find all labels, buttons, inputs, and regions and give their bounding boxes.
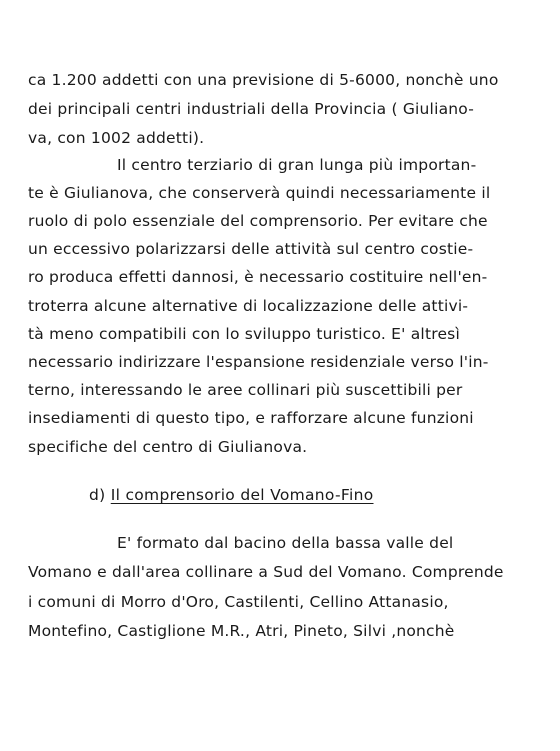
text-line: specifiche del centro di Giulianova.: [28, 438, 308, 456]
text-line: terno, interessando le aree collinari più suscettibili per: [28, 381, 463, 399]
text-line: troterra alcune alternative di localizzazione delle attivi-: [28, 297, 469, 315]
text-line: un eccessivo polarizzarsi delle attività sul centro costie-: [28, 240, 474, 258]
text-line: ro produca effetti dannosi, è necessario costituire nell'en-: [28, 268, 488, 286]
section-heading: [89, 485, 374, 505]
text-line: insediamenti di questo tipo, e rafforzare alcune funzioni: [28, 409, 474, 427]
section-title: Il comprensorio del Vomano-Fino: [110, 486, 374, 504]
text-line: necessario indirizzare l'espansione residenziale verso l'in-: [28, 353, 489, 371]
section-marker: d): [89, 486, 106, 504]
text-line: te è Giulianova, che conserverà quindi necessariamente il: [28, 184, 491, 202]
text-line: Il centro terziario di gran lunga più importan-: [117, 156, 477, 174]
text-line: tà meno compatibili con lo sviluppo turistico. E' altresì: [28, 325, 460, 343]
text-line: E' formato dal bacino della bassa valle del: [117, 534, 454, 552]
text-line: dei principali centri industriali della Provincia ( Giuliano-: [28, 100, 475, 118]
text-line: ca 1.200 addetti con una previsione di 5-6000, nonchè uno: [28, 71, 499, 89]
text-line: i comuni di Morro d'Oro, Castilenti, Cellino Attanasio,: [28, 593, 449, 611]
text-line: Montefino, Castiglione M.R., Atri, Pineto, Silvi ,nonchè: [28, 622, 455, 640]
text-line: va, con 1002 addetti).: [28, 129, 205, 147]
text-line: ruolo di polo essenziale del comprensorio. Per evitare che: [28, 212, 488, 230]
text-line: Vomano e dall'area collinare a Sud del Vomano. Comprende: [28, 563, 504, 581]
